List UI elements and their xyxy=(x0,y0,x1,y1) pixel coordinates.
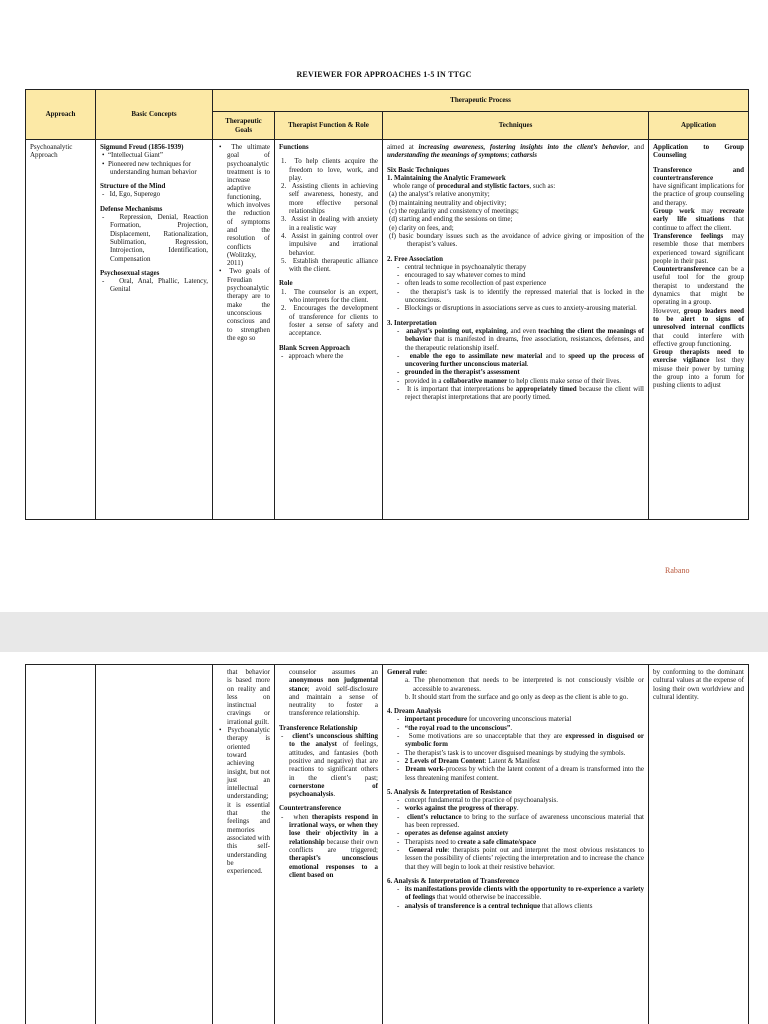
header-approach: Approach xyxy=(26,90,96,140)
basic-concepts-cell xyxy=(96,140,213,520)
bullet-item: • “Intellectual Giant” xyxy=(102,151,163,160)
dream-analysis-item: - important procedure for uncovering unconscious material xyxy=(397,715,572,724)
application-text: have significant implications for the practice of group counseling and therapy. xyxy=(653,182,745,207)
basic-concepts-cell-continued xyxy=(96,665,213,1024)
function-item: 2. Assisting clients in achieving self awareness, honesty, and more effective personal relationships xyxy=(281,182,378,216)
framework-item: (f) basic boundary issues such as the avoidance of advice giving or imposition of the therapist’s values. xyxy=(389,231,644,249)
technique-2-heading: 2. Free Association xyxy=(387,254,444,263)
free-association-item: - central technique in psychoanalytic therapy xyxy=(397,262,527,271)
general-rule-item: b. It should start from the surface and go only as deep as the client is able to go. xyxy=(405,692,629,701)
resistance-item: - General rule: therapists point out and interpret the most obvious resistances to lessen the possibility of clients’ rejecting the interpretation and to increase the chance that they will begin to look at their resistive behavior. xyxy=(397,845,644,871)
free-association-item: - Blockings or disruptions in associations serve as cues to anxiety-arousing material. xyxy=(397,304,637,313)
founder-name: Sigmund Freud (1856-1939) xyxy=(100,143,184,151)
header-therapeutic-process: Therapeutic Process xyxy=(213,90,749,112)
defense-item: - Repression, Denial, Reaction Formation, Projection, Displacement, Rationalization, Sublimation, Regression, Introjection, Identification, Compensation xyxy=(102,213,208,263)
transference-analysis-item: - its manifestations provide clients with the opportunity to re-experience a variety of feelings that would otherwise be inaccessible. xyxy=(397,885,644,902)
page-title: REVIEWER FOR APPROACHES 1-5 IN TTGC xyxy=(296,70,472,79)
approach-cell-continued xyxy=(26,665,96,1024)
techniques-cell-continued xyxy=(383,665,649,1024)
header-application: Application xyxy=(649,112,749,140)
resistance-item: - concept fundamental to the practice of psychoanalysis. xyxy=(397,796,558,805)
goal-continued: that behavior is based more on reality and less on instinctual cravings or irrational guilt. xyxy=(227,668,270,726)
dream-analysis-item: - 2 Levels of Dream Content: Latent & Manifest xyxy=(397,756,540,765)
page-break xyxy=(0,612,768,652)
role-cell xyxy=(275,140,383,520)
framework-item: (c) the regularity and consistency of meetings; xyxy=(389,207,519,216)
application-cell-continued xyxy=(649,665,749,1024)
approaches-table-page-2 xyxy=(25,664,749,1024)
blank-screen-item: - approach where the xyxy=(281,351,344,360)
resistance-item: - works against the progress of therapy. xyxy=(397,804,519,813)
application-text: Group work may recreate early life situations that continue to affect the client. xyxy=(653,207,745,232)
application-text: Transference feelings may resemble those that members experienced toward significant people in their past. xyxy=(653,231,745,265)
psychosexual-heading: Psychosexual stages xyxy=(100,268,160,277)
goal-item: • Psychoanalytic therapy is oriented toward achieving insight, but not just an intellectual understanding; it is essential that the feelings and memories associated with this self-understanding be experienced. xyxy=(219,726,270,876)
function-item: 1. To help clients acquire the freedom to love, work, and play. xyxy=(281,157,378,182)
role-cell-continued xyxy=(275,665,383,1024)
goal-item: • The ultimate goal of psychoanalytic treatment is to increase adaptive functioning, which involves the reduction of symptoms and the resolution of conflicts (Wolitzky, 2011) xyxy=(219,143,271,268)
role-item: 2. Encourages the development of transference for clients to foster a sense of safety and acceptance. xyxy=(281,304,379,338)
goals-cell xyxy=(213,140,275,520)
technique-5-heading: 5. Analysis & Interpretation of Resistance xyxy=(387,787,512,796)
technique-1-lead: whole range of procedural and stylistic factors, such as: xyxy=(393,182,556,191)
framework-item: (d) starting and ending the sessions on time; xyxy=(389,215,513,224)
technique-6-heading: 6. Analysis & Interpretation of Transference xyxy=(387,876,520,885)
free-association-item: - the therapist’s task is to identify the repressed material that is locked in the unconscious. xyxy=(397,287,644,305)
transference-heading: Transference and countertransference xyxy=(653,165,745,182)
general-rule-item: a. The phenomenon that needs to be interpreted is not consciously visible or accessible to awareness. xyxy=(405,676,644,693)
resistance-item: - client’s reluctance to bring to the surface of awareness unconscious material that has been repressed. xyxy=(397,812,645,830)
dream-analysis-item: - Some motivations are so unacceptable that they are expressed in disguised or symbolic form xyxy=(397,732,644,749)
technique-3-heading: 3. Interpretation xyxy=(387,318,437,327)
countertransference-item: - when therapists respond in irrational ways, or when they lose their objectivity in a relationship because their own conflicts are triggered; therapist’s unconscious emotional responses to a client based on xyxy=(281,812,378,879)
resistance-item: - operates as defense against anxiety xyxy=(397,829,509,838)
header-techniques: Techniques xyxy=(383,112,649,140)
resistance-item: - Therapists need to create a safe climate/space xyxy=(397,837,537,846)
role-heading: Role xyxy=(279,279,293,288)
countertransference-heading: Countertransference xyxy=(279,804,342,813)
function-item: 4. Assist in gaining control over impulsive and irrational behavior. xyxy=(281,231,378,257)
transference-item: - client’s unconscious shifting to the analyst of feelings, attitudes, and fantasies (both positive and negative) that are reactions to significant others in the client’s past; cornerstone of psychoanalysis. xyxy=(281,732,378,799)
dream-analysis-item: - “the royal road to the unconscious”. xyxy=(397,723,513,732)
techniques-cell xyxy=(383,140,649,520)
blank-screen-continued: counselor assumes an anonymous non judgmental stance; avoid self-disclosure and maintain a sense of neutrality to foster a transference relationship. xyxy=(289,668,378,718)
framework-item: (b) maintaining neutrality and objectivity; xyxy=(389,198,507,207)
techniques-intro: aimed at increasing awareness, fostering insights into the client’s behavior, and understanding the meanings of symptoms; catharsis xyxy=(387,143,644,160)
transference-heading: Transference Relationship xyxy=(279,723,358,732)
structure-heading: Structure of the Mind xyxy=(100,182,166,191)
goal-item: • Two goals of Freudian psychoanalytic therapy are to make the unconscious conscious and to strengthen the ego so xyxy=(219,267,270,342)
interpretation-item: - It is important that interpretations be appropriately timed because the client will reject therapist interpretations that are poorly timed. xyxy=(397,385,644,402)
interpretation-item: - grounded in the therapist’s assessment xyxy=(397,368,520,377)
application-cell xyxy=(649,140,749,520)
application-text: by conforming to the dominant cultural values at the expense of losing their own worldview and cultural identity. xyxy=(653,668,744,701)
framework-item: (e) clarity on fees, and; xyxy=(389,223,454,232)
blank-screen-heading: Blank Screen Approach xyxy=(279,343,350,352)
defense-heading: Defense Mechanisms xyxy=(100,204,163,213)
dream-analysis-item: - The therapist’s task is to uncover disguised meanings by studying the symbols. xyxy=(397,748,626,757)
function-item: 5. Establish therapeutic alliance with the client. xyxy=(281,256,378,274)
interpretation-item: - analyst’s pointing out, explaining, and even teaching the client the meanings of behavior that is manifested in dreams, free association, resistances, defenses, and the therapeutic relationship itself. xyxy=(397,326,644,352)
header-basic-concepts: Basic Concepts xyxy=(96,90,213,140)
general-rule-heading: General rule: xyxy=(387,668,428,676)
header-goals: Therapeutic Goals xyxy=(213,112,275,140)
functions-heading: Functions xyxy=(279,143,309,151)
function-item: 3. Assist in dealing with anxiety in a realistic way xyxy=(281,215,378,232)
application-heading: Application to Group Counseling xyxy=(653,143,745,160)
free-association-item: - encouraged to say whatever comes to mind xyxy=(397,271,526,280)
application-text: Countertransference can be a useful tool for the group therapist to understand the dynamics that might be operating in a group. xyxy=(653,265,745,307)
technique-1-heading: 1. Maintaining the Analytic Framework xyxy=(387,173,506,182)
structure-item: - Id, Ego, Superego xyxy=(102,190,161,199)
framework-item: (a) the analyst’s relative anonymity; xyxy=(389,190,490,199)
technique-4-heading: 4. Dream Analysis xyxy=(387,707,442,716)
bullet-item: • Pioneered new techniques for understanding human behavior xyxy=(102,159,197,176)
role-item: 1. The counselor is an expert, who interprets for the client. xyxy=(281,287,378,305)
six-techniques-heading: Six Basic Techniques xyxy=(387,165,450,174)
dream-analysis-item: - Dream work-process by which the latent content of a dream is transformed into the less threatening manifest content. xyxy=(397,765,644,782)
approaches-table-page-1 xyxy=(25,89,749,520)
approach-name: Psychoanalytic Approach xyxy=(30,143,73,160)
transference-analysis-item: - analysis of transference is a central technique that allows clients xyxy=(397,901,593,910)
interpretation-item: - enable the ego to assimilate new material and to speed up the process of uncovering further unconscious material. xyxy=(397,351,644,369)
application-text: Group therapists need to exercise vigilance lest they misuse their power by turning the group into a forum for pushing clients to adjust xyxy=(653,348,745,390)
interpretation-item: - provided in a collaborative manner to help clients make sense of their lives. xyxy=(397,376,621,385)
free-association-item: - often leads to some recollection of past experience xyxy=(397,279,547,288)
header-role: Therapist Function & Role xyxy=(275,112,383,140)
approach-cell xyxy=(26,140,96,520)
goals-cell-continued xyxy=(213,665,275,1024)
psychosexual-item: - Oral, Anal, Phallic, Latency, Genital xyxy=(102,277,208,294)
footer-author: Rabano xyxy=(665,566,690,575)
application-text: However, group leaders need to be alert to signs of unresolved internal conflicts that could interfere with effective group functioning. xyxy=(653,306,745,348)
